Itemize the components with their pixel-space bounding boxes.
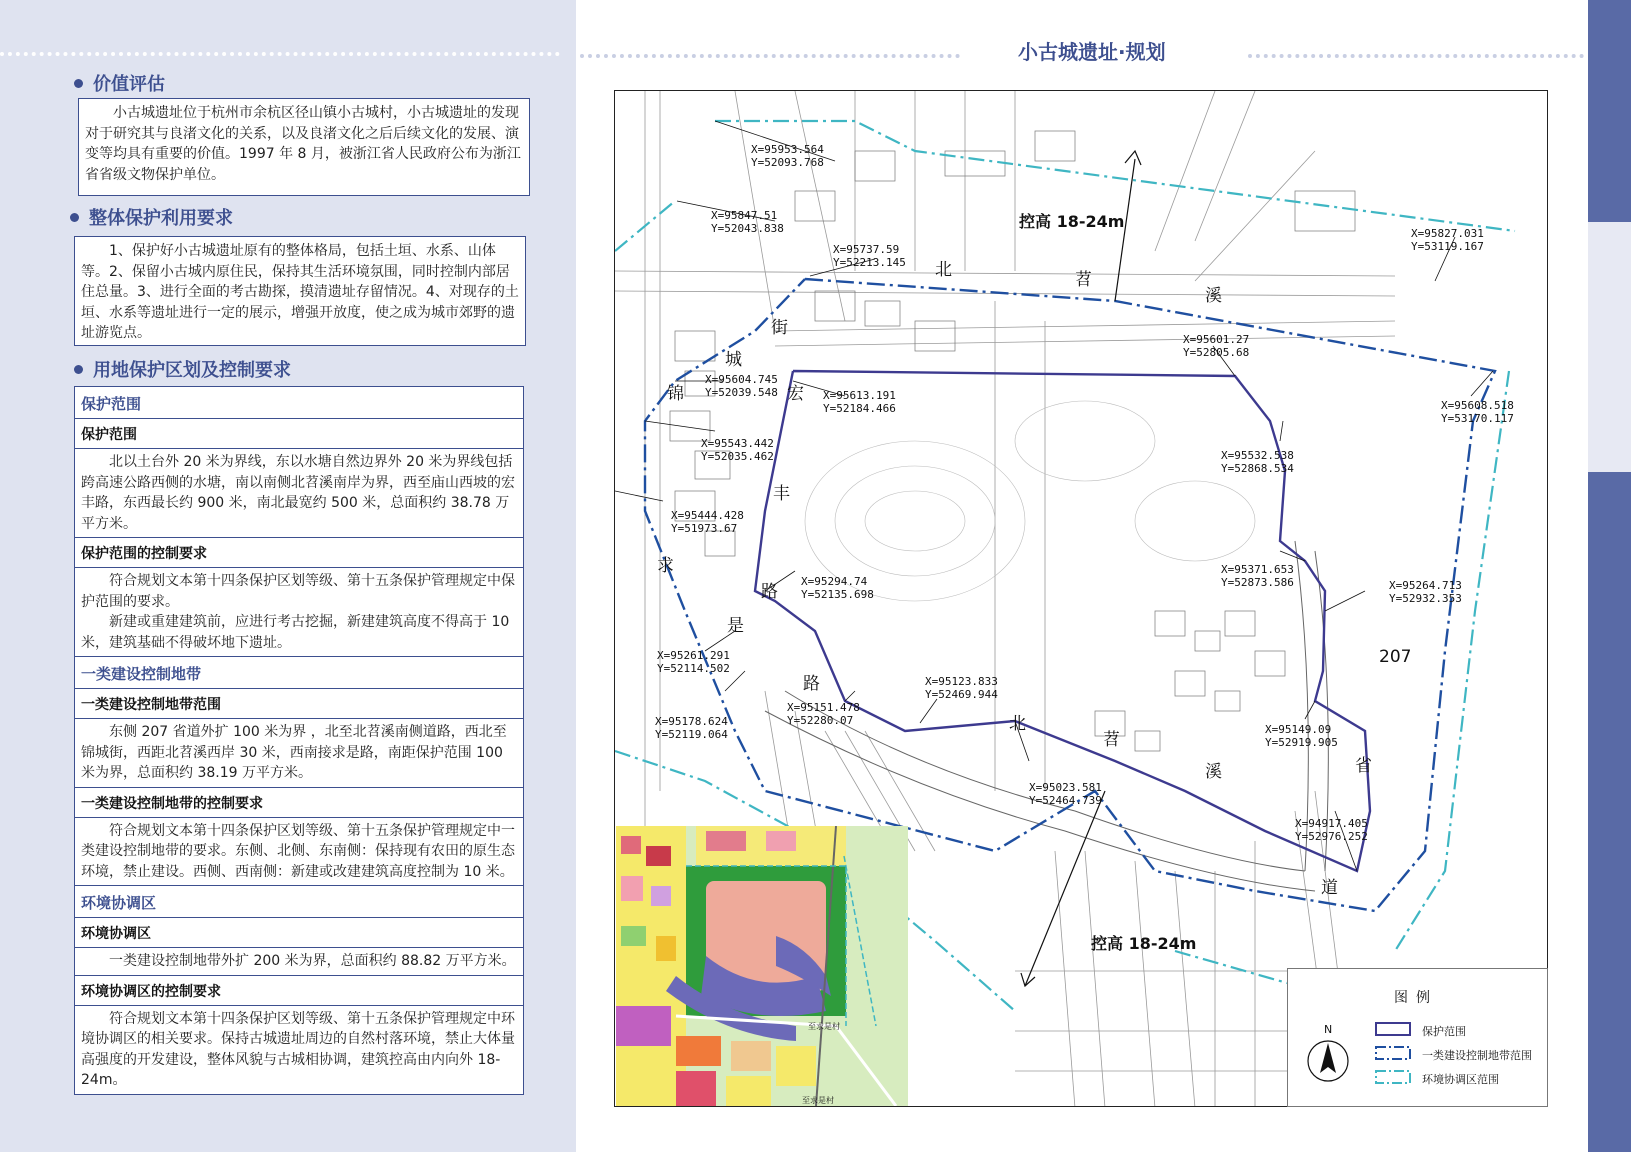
road-label: 宏 xyxy=(787,384,804,404)
zone1-text: 东侧 207 省道外扩 100 米为界 ，北至北苕溪南侧道路，西北至锦城街，西距北苕溪西岸 30 米，西南接求是路，南距保护范围 100 米为界，总面积约 38.19 万平方米。 xyxy=(75,719,523,788)
road-label: 苕 xyxy=(1103,730,1120,750)
dotted-divider xyxy=(580,54,960,58)
road-label: 北 xyxy=(935,260,952,280)
bullet-icon xyxy=(74,79,83,88)
coord-label: X=95261.291 Y=52114.502 xyxy=(657,649,730,675)
zone1-header: 一类建设控制地带 xyxy=(75,657,523,689)
coord-label: X=95371.653 Y=52873.586 xyxy=(1221,563,1294,589)
protect-ctrl-text: 符合规划文本第十四条保护区划等级、第十五条保护管理规定中保护范围的要求。 新建或重建建筑前，应进行考古挖掘，新建建筑高度不得高于 10 米，建筑基础不得破坏地下遗址。 xyxy=(75,568,523,657)
coord-label: X=95532.538 Y=52868.534 xyxy=(1221,449,1294,475)
legend-item-zone1: 一类建设控制地带范围 xyxy=(1422,1049,1532,1062)
coord-label: X=95601.27 Y=52805.68 xyxy=(1183,333,1250,359)
road-label: 路 xyxy=(803,674,820,694)
road-label: 溪 xyxy=(1205,286,1222,306)
coord-label: X=95149.09 Y=52919.905 xyxy=(1265,723,1338,749)
coord-label: X=95827.031 Y=53119.167 xyxy=(1411,227,1484,253)
legend-symbols xyxy=(1288,969,1549,1108)
coord-label: X=95953.564 Y=52093.768 xyxy=(751,143,824,169)
inset-label: 至求是村 xyxy=(808,1022,840,1031)
env-ctrl-sub: 环境协调区的控制要求 xyxy=(75,976,523,1006)
value-text-box: 小古城遗址位于杭州市余杭区径山镇小古城村，小古城遗址的发现对于研究其与良渚文化的关系，以及良渚文化之后后续文化的发展、演变等均具有重要的价值。1997 年 8 月，被浙江省人民政府公布为浙江省省级文物保护单位。 xyxy=(78,98,530,196)
coord-label: X=95608.518 Y=53170.117 xyxy=(1441,399,1514,425)
legend-title: 图例 xyxy=(1394,990,1438,1006)
road-label: 溪 xyxy=(1205,762,1222,782)
zoning-section-title: 用地保护区划及控制要求 xyxy=(74,356,291,382)
zone1-sub: 一类建设控制地带范围 xyxy=(75,689,523,719)
north-arrow-icon xyxy=(1308,1041,1348,1081)
overall-section-title: 整体保护利用要求 xyxy=(70,204,233,230)
inset-label: 至求是村 xyxy=(802,1096,834,1105)
coord-label: X=95737.59 Y=52213.145 xyxy=(833,243,906,269)
road-label: 锦 xyxy=(667,384,684,404)
map-title: 小古城遗址·规划 xyxy=(1018,40,1166,64)
coord-label: X=95543.442 Y=52035.462 xyxy=(701,437,774,463)
overall-text-box: 1、保护好小古城遗址原有的整体格局，包括土垣、水系、山体等。2、保留小古城内原住民，保持其生活环境氛围，同时控制内部居住总量。3、进行全面的考古勘探，摸清遗址存留情况。4、对现存的土垣、水系等遗址进行一定的展示，增强开放度，使之成为城市郊野的遗址游览点。 xyxy=(74,236,526,346)
side-strip xyxy=(1588,0,1631,222)
coord-label: X=95613.191 Y=52184.466 xyxy=(823,389,896,415)
legend-item-protect: 保护范围 xyxy=(1422,1025,1466,1038)
zone1-ctrl-sub: 一类建设控制地带的控制要求 xyxy=(75,788,523,818)
bullet-icon xyxy=(70,213,79,222)
zone1-ctrl-text: 符合规划文本第十四条保护区划等级、第十五条保护管理规定中一类建设控制地带的要求。东侧、北侧、东南侧：保持现有农田的原生态环境，禁止建设。西侧、西南侧：新建或改建建筑高度控制为 10 米。 xyxy=(75,818,523,887)
coord-label: X=94917.405 Y=52976.252 xyxy=(1295,817,1368,843)
env-sub: 环境协调区 xyxy=(75,918,523,948)
left-panel xyxy=(0,0,576,1152)
protect-text: 北以土台外 20 米为界线，东以水塘自然边界外 20 米为界线包括跨高速公路西侧的水塘，南以南侧北苕溪南岸为界，西至庙山西坡的宏丰路，东西最长约 900 米，南北最宽约 500 米，总面积约 38.78 万平方米。 xyxy=(75,449,523,538)
road-label: 道 xyxy=(1321,878,1338,898)
road-label: 省 xyxy=(1355,756,1372,776)
coord-label: X=95264.713 Y=52932.353 xyxy=(1389,579,1462,605)
road-label: 求 xyxy=(657,556,674,576)
height-control-label: 控高 18-24m xyxy=(1091,934,1197,953)
road-label: 城 xyxy=(725,350,742,370)
road-label: 丰 xyxy=(773,484,790,504)
protect-header: 保护范围 xyxy=(75,387,523,419)
road-label: 207 xyxy=(1379,647,1412,667)
road-label: 北 xyxy=(1009,714,1026,734)
dotted-divider xyxy=(1248,54,1584,58)
road-label: 路 xyxy=(761,582,778,602)
bullet-icon xyxy=(74,365,83,374)
coord-label: X=95023.581 Y=52464.739 xyxy=(1029,781,1102,807)
side-strip xyxy=(1588,222,1631,472)
zoning-table xyxy=(74,386,524,1095)
env-text: 一类建设控制地带外扩 200 米为界，总面积约 88.82 万平方米。 xyxy=(75,948,523,976)
value-section-title: 价值评估 xyxy=(74,70,165,96)
legend-item-env: 环境协调区范围 xyxy=(1422,1073,1499,1086)
env-header: 环境协调区 xyxy=(75,886,523,918)
coord-label: X=95604.745 Y=52039.548 xyxy=(705,373,778,399)
map-legend xyxy=(1287,968,1548,1107)
height-control-label: 控高 18-24m xyxy=(1019,212,1125,231)
side-strip xyxy=(1588,472,1631,1152)
road-label: 苕 xyxy=(1075,270,1092,290)
coord-label: X=95151.478 Y=52280.07 xyxy=(787,701,860,727)
inset-planning-map xyxy=(616,826,908,1106)
coord-label: X=95444.428 Y=51973.67 xyxy=(671,509,744,535)
coord-label: X=95178.624 Y=52119.064 xyxy=(655,715,728,741)
env-ctrl-text: 符合规划文本第十四条保护区划等级、第十五条保护管理规定中环境协调区的相关要求。保持古城遗址周边的自然村落环境，禁止大体量高强度的开发建设，整体风貌与古城相协调，建筑控高由内向外 18-24m。 xyxy=(81,1010,515,1088)
dotted-divider xyxy=(0,52,560,56)
protect-ctrl-sub: 保护范围的控制要求 xyxy=(75,538,523,568)
north-label: N xyxy=(1324,1023,1333,1036)
road-label: 是 xyxy=(727,616,744,636)
protect-sub: 保护范围 xyxy=(75,419,523,449)
coord-label: X=95847.51 Y=52043.838 xyxy=(711,209,784,235)
coord-label: X=95123.833 Y=52469.944 xyxy=(925,675,998,701)
road-label: 街 xyxy=(771,318,788,338)
inset-drawing xyxy=(616,826,908,1106)
coord-label: X=95294.74 Y=52135.698 xyxy=(801,575,874,601)
